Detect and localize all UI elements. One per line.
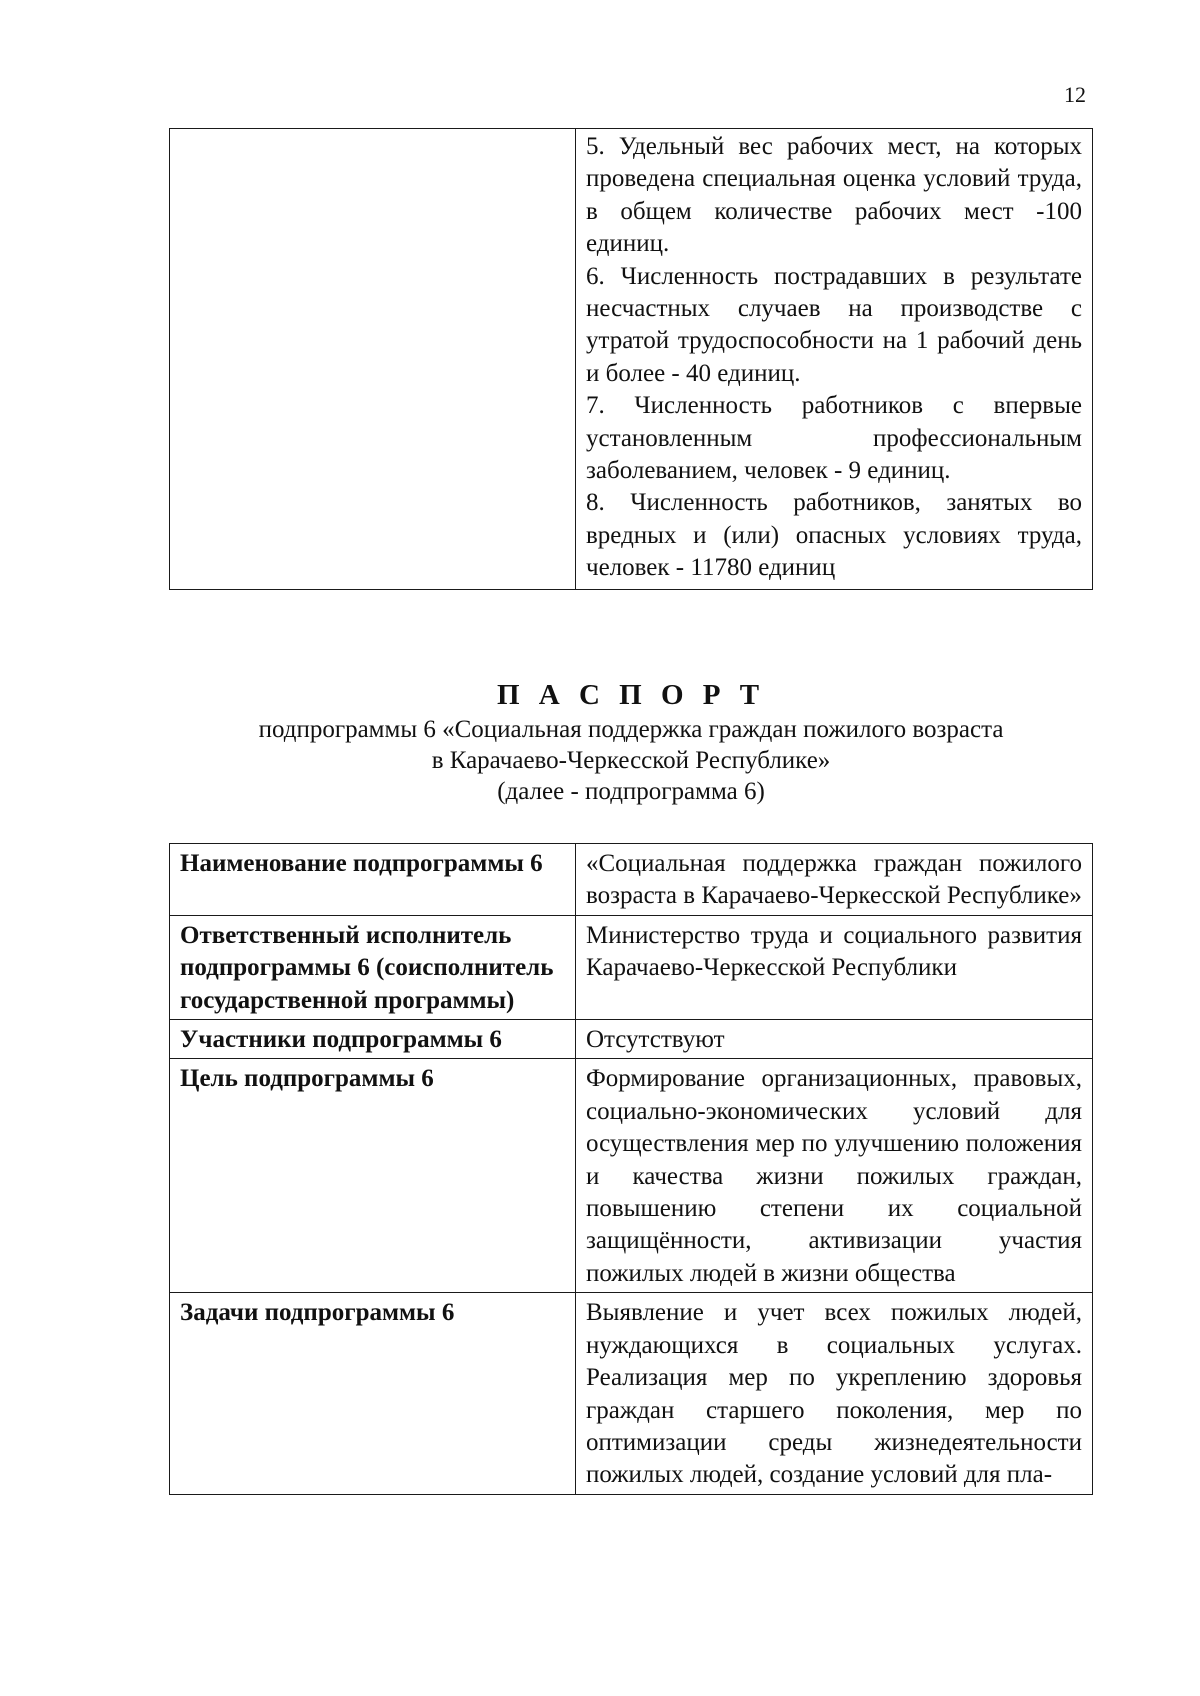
passport-title: П А С П О Р Т bbox=[496, 679, 766, 711]
row-label: Задачи подпрограммы 6 bbox=[170, 1293, 576, 1494]
empty-label-cell bbox=[170, 129, 576, 590]
indicator-item: 7. Численность работников с впервые установленным профессиональным заболеванием, человек - 9 единиц. bbox=[586, 392, 1082, 485]
row-label: Участники подпрограммы 6 bbox=[170, 1020, 576, 1059]
table-row bbox=[170, 1293, 1093, 1494]
indicators-continuation-table bbox=[169, 128, 1093, 590]
row-value: Отсутствуют bbox=[576, 1020, 1093, 1059]
passport-subtitle-line: в Карачаево-Черкесской Республике» bbox=[431, 747, 831, 774]
table-row bbox=[170, 1059, 1093, 1293]
table-row bbox=[170, 915, 1093, 1019]
passport-heading bbox=[169, 676, 1093, 807]
passport-table bbox=[169, 843, 1093, 1495]
table-row bbox=[170, 844, 1093, 916]
indicators-cell bbox=[576, 129, 1093, 590]
row-value: Формирование организационных, правовых, социально-экономических условий для осуществления мер по улучшению положения и качества жизни пожилых граждан, повышению степени их социальной защищённости, активизации участия пожилых людей в жизни общества bbox=[576, 1059, 1093, 1293]
passport-subtitle-line: подпрограммы 6 «Социальная поддержка граждан пожилого возраста bbox=[258, 716, 1004, 743]
table-row bbox=[170, 129, 1093, 590]
page-number: 12 bbox=[1064, 82, 1086, 107]
table-row bbox=[170, 1020, 1093, 1059]
row-label: Ответственный исполнитель подпрограммы 6 (соисполнитель государственной программы) bbox=[170, 915, 576, 1019]
row-label: Наименование подпрограммы 6 bbox=[170, 844, 576, 916]
row-value: Министерство труда и социального развития Карачаево-Черкесской Республики bbox=[576, 915, 1093, 1019]
indicator-item: 8. Численность работников, занятых во вредных и (или) опасных условиях труда, человек - 11780 единиц bbox=[586, 489, 1082, 582]
indicator-item: 5. Удельный вес рабочих мест, на которых проведена специальная оценка условий труда, в общем количестве рабочих мест -100 единиц. bbox=[586, 133, 1082, 258]
row-value: «Социальная поддержка граждан пожилого возраста в Карачаево-Черкесской Республике» bbox=[576, 844, 1093, 916]
row-value: Выявление и учет всех пожилых людей, нуждающихся в социальных услугах. Реализация мер по укреплению здоровья граждан старшего поколения, мер по оптимизации среды жизнедеятельности пожилых людей, создание условий для пла- bbox=[576, 1293, 1093, 1494]
passport-subtitle-line: (далее - подпрограмма 6) bbox=[497, 778, 765, 805]
row-label: Цель подпрограммы 6 bbox=[170, 1059, 576, 1293]
indicator-item: 6. Численность пострадавших в результате несчастных случаев на производстве с утратой трудоспособности на 1 рабочий день и более - 40 единиц. bbox=[586, 262, 1082, 387]
